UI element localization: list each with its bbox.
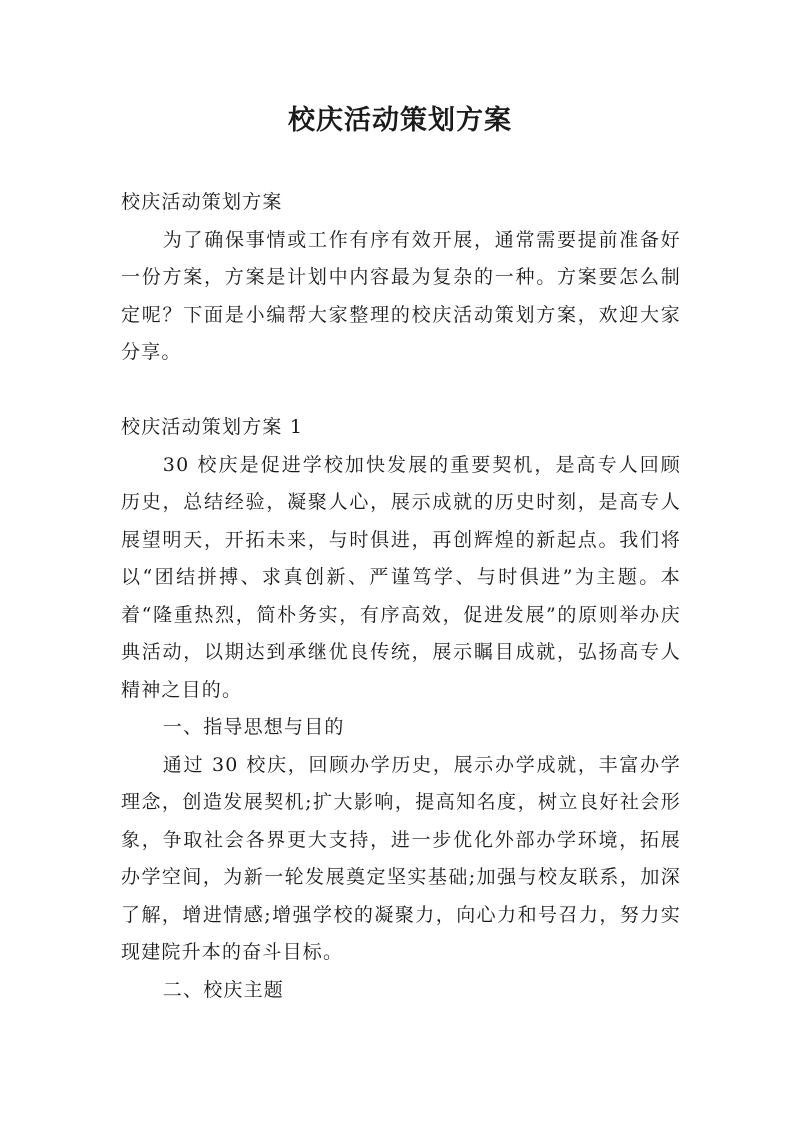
section-heading-one: 一、指导思想与目的 <box>162 716 345 738</box>
section-title: 校庆活动策划方案 1 <box>121 416 304 438</box>
section-heading-two: 二、校庆主题 <box>162 978 284 1001</box>
document-subtitle: 校庆活动策划方案 <box>121 191 283 213</box>
document-title: 校庆活动策划方案 <box>288 105 512 136</box>
paragraph-gap <box>121 372 681 410</box>
intro-paragraph: 为了确保事情或工作有序有效开展，通常需要提前准备好一份方案，方案是计划中内容最为复杂的一种。方案要怎么制定呢？下面是小编帮大家整理的校庆活动策划方案，欢迎大家分享。 <box>121 228 681 363</box>
document-body <box>121 184 681 1009</box>
section-paragraph: 30 校庆是促进学校加快发展的重要契机，是高专人回顾历史，总结经验，凝聚人心，展示成就的历史时刻，是高专人展望明天，开拓未来，与时俱进，再创辉煌的新起点。我们将以“团结拼搏、求真创新、严谨笃学、与时俱进”为主题。本着“隆重热烈，简朴务实，有序高效，促进发展”的原则举办庆典活动，以期达到承继优良传统，展示瞩目成就，弘扬高专人精神之目的。 <box>121 453 681 701</box>
section-paragraph-two: 通过 30 校庆，回顾办学历史，展示办学成就，丰富办学理念，创造发展契机;扩大影响，提高知名度，树立良好社会形象，争取社会各界更大支持，进一步优化外部办学环境，拓展办学空间，为新一轮发展奠定坚实基础;加强与校友联系，加深了解，增进情感;增强学校的凝聚力，向心力和号召力，努力实现建院升本的奋斗目标。 <box>121 753 681 963</box>
